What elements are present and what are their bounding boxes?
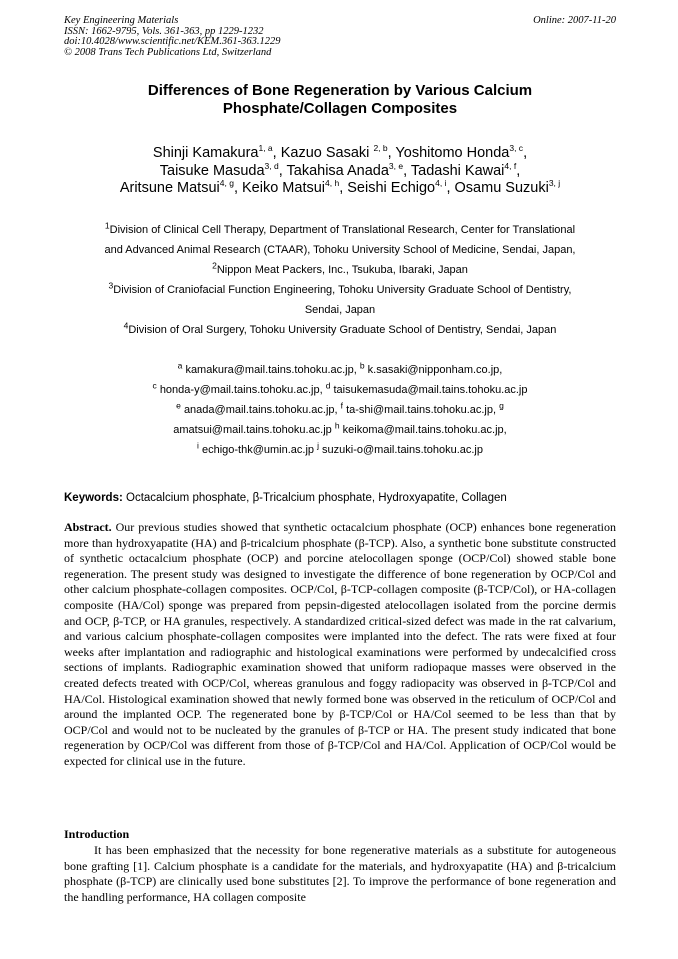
paper-title	[64, 82, 616, 118]
email-sup: f	[340, 400, 344, 411]
introduction-heading: Introduction	[64, 827, 130, 841]
email-line-3	[64, 400, 616, 420]
affil-text: Nippon Meat Packers, Inc., Tsukuba, Ibaraki, Japan	[216, 264, 468, 276]
author-sup: 3, j	[548, 178, 561, 189]
affil-text: Division of Clinical Cell Therapy, Department of Translational Research, Center for Translational	[109, 224, 576, 236]
affiliation-4	[64, 320, 616, 340]
author-line-3	[64, 180, 616, 198]
author-sep: ,	[523, 145, 528, 161]
author-sep: ,	[446, 180, 455, 196]
author-name: Shinji Kamakura	[152, 145, 259, 161]
issn-line: ISSN: 1662-9795, Vols. 361-363, pp 1229-1232	[64, 25, 264, 37]
author-name: Osamu Suzuki	[454, 180, 549, 196]
keywords-text: Octacalcium phosphate, β-Tricalcium phosphate, Hydroxyapatite, Collagen	[126, 492, 507, 504]
journal-name: Key Engineering Materials	[64, 15, 179, 26]
author-sup: 2, b	[373, 143, 388, 154]
affiliation-2	[64, 260, 616, 280]
email-sup: i	[197, 440, 199, 451]
online-date: Online: 2007-11-20	[533, 15, 616, 26]
email-link[interactable]: suzuki-o@mail.tains.tohoku.ac.jp	[322, 444, 483, 456]
author-sep: ,	[339, 180, 348, 196]
email-list	[64, 360, 616, 460]
email-link[interactable]: honda-y@mail.tains.tohoku.ac.jp,	[159, 384, 323, 396]
author-name: Aritsune Matsui	[119, 180, 220, 196]
email-link[interactable]: k.sasaki@nipponham.co.jp,	[367, 364, 503, 376]
email-sup: b	[359, 360, 365, 371]
author-name: Yoshitomo Honda	[395, 145, 510, 161]
abstract-text: Our previous studies showed that synthetic octacalcium phosphate (OCP) enhances bone regeneration more than hydroxyapatite (HA) and β-tricalcium phosphate (β-TCP). Also, a synthetic bone substitute constructed of synthetic octacalcium phosphate (OCP) and porcine atelocollagen sponge (OCP/Col) showed stable bone regeneration. The present study was designed to investigate the difference of bone regeneration by OCP/Col and other calcium phosphate-collagen composites. OCP/Col, β-TCP-collagen composite (β-TCP/Col), or HA-collagen composite (HA/Col) sponge was prepared from pepsin-digested atelocollagen isolated from the porcine dermis and OCP, β-TCP, or HA granules, respectively. A standardized critical-sized defect was made in the rat calvarium, and various calcium phosphate-collagen composites were implanted into the defect. The rats were fixed at four weeks after implantation and radiographic and histological examinations were performed by undecalcified cross sections of implants. Radiographic examination showed that uniform radiopaque masses were observed in the created defects treated with OCP/Col, whereas granulous and foggy radiopacity was observed in β-TCP/Col and HA/Col. Histological examination showed that newly formed bone was observed in the reticulum of OCP/Col and around the implanted OCP. The regenerated bone by β-TCP/Col or HA/Col seemed to be less than that by OCP/Col and would not to be nucleated by the granules of β-TCP or HA. The present study indicated that bone regeneration by OCP/Col was different from those of β-TCP/Col and HA/Col. Application of OCP/Col would be expected for clinical use in the future.	[64, 520, 616, 768]
author-name: Seishi Echigo	[347, 180, 436, 196]
email-line-5	[64, 440, 616, 460]
affil-text: Division of Craniofacial Function Engineering, Tohoku University Graduate School of Dentistry,	[113, 284, 572, 296]
author-sup: 1, a	[258, 143, 273, 154]
doi-line: doi:10.4028/www.scientific.net/KEM.361-363.1229	[64, 36, 281, 48]
title-line-2: Phosphate/Collagen Composites	[222, 100, 458, 117]
affil-sup: 1	[104, 220, 110, 231]
abstract	[64, 520, 616, 770]
affil-sup: 4	[123, 320, 129, 331]
title-line-1: Differences of Bone Regeneration by Various Calcium	[147, 82, 533, 99]
email-link[interactable]: taisukemasuda@mail.tains.tohoku.ac.jp	[333, 384, 528, 396]
email-link[interactable]: echigo-thk@umin.ac.jp	[201, 444, 315, 456]
introduction-text: It has been emphasized that the necessity for bone regenerative materials as a substitute for autogeneous bone grafting [1]. Calcium phosphate is a candidate for the materials, and hydroxyapatite (HA) and β-tricalcium phosphate (β-TCP) are clinically used bone substitutes [2]. To improve the performance of bone regeneration and the handling performance, HA collagen composite	[64, 843, 616, 904]
author-sup: 4, f	[504, 160, 517, 171]
author-sep: ,	[403, 162, 411, 179]
email-link[interactable]: amatsui@mail.tains.tohoku.ac.jp	[173, 424, 332, 436]
author-name: Tadashi Kawai	[410, 162, 505, 179]
author-sep: ,	[233, 180, 242, 196]
author-sup: 3, e	[388, 160, 404, 171]
affiliations	[64, 220, 616, 340]
author-list	[64, 145, 616, 198]
email-line-4	[64, 420, 616, 440]
affil-sup: 2	[212, 260, 217, 271]
author-sep: ,	[272, 145, 281, 161]
email-sup: j	[317, 440, 319, 451]
author-name: Keiko Matsui	[242, 180, 326, 196]
author-sup: 3, c	[509, 143, 524, 154]
affil-sup: 3	[108, 280, 114, 291]
author-name: Kazuo Sasaki	[280, 145, 374, 161]
email-line-1	[64, 360, 616, 380]
author-name: Taisuke Masuda	[159, 162, 265, 179]
affiliation-3	[64, 280, 616, 300]
author-sep: ,	[278, 162, 287, 179]
copyright-line: © 2008 Trans Tech Publications Ltd, Switzerland	[64, 47, 272, 59]
author-sup: 4, g	[219, 178, 234, 189]
affil-text: Division of Oral Surgery, Tohoku University Graduate School of Dentistry, Sendai, Japan	[128, 324, 557, 336]
journal-header	[64, 16, 616, 59]
email-link[interactable]: ta-shi@mail.tains.tohoku.ac.jp,	[346, 404, 497, 416]
email-sup: d	[325, 380, 331, 391]
abstract-label: Abstract.	[64, 520, 112, 534]
email-sup: e	[176, 400, 181, 411]
affiliation-1	[64, 220, 616, 240]
author-name: Takahisa Anada	[286, 162, 389, 179]
email-sup: c	[152, 380, 157, 391]
email-link[interactable]: anada@mail.tains.tohoku.ac.jp,	[183, 404, 338, 416]
author-sup: 4, i	[435, 178, 447, 189]
email-sup: h	[334, 420, 340, 431]
email-link[interactable]: kamakura@mail.tains.tohoku.ac.jp,	[185, 364, 357, 376]
affiliation-3-cont: Sendai, Japan	[304, 304, 376, 316]
author-sup: 4, h	[325, 178, 340, 189]
author-sep: ,	[516, 162, 521, 179]
author-line-2	[64, 160, 616, 181]
affiliation-1-cont: and Advanced Animal Research (CTAAR), Tohoku University School of Medicine, Sendai, Japan,	[104, 244, 576, 256]
keywords-label: Keywords:	[64, 492, 123, 504]
email-line-2	[64, 380, 616, 400]
author-line-1	[64, 145, 616, 163]
author-sep: ,	[387, 145, 396, 161]
keywords	[64, 491, 616, 505]
email-sup: a	[177, 360, 183, 371]
email-sup: g	[499, 400, 504, 411]
email-link[interactable]: keikoma@mail.tains.tohoku.ac.jp,	[342, 424, 507, 436]
author-sup: 3, d	[264, 160, 279, 171]
